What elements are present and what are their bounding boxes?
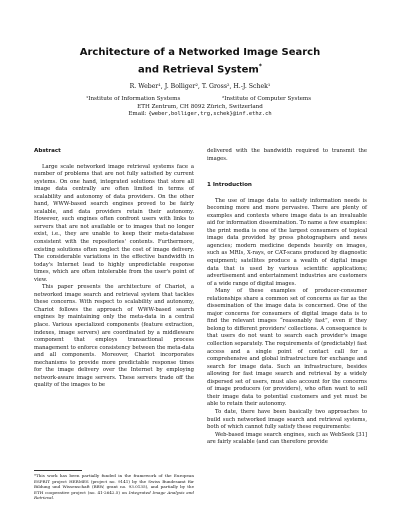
affiliation-address: ETH Zentrum, CH 8092 Zürich, Switzerland bbox=[137, 103, 263, 110]
footnote-project-name: Integrated Image Analysis and Retrieval bbox=[34, 489, 194, 500]
author-list: R. Weber¹, J. Bolliger², T. Gross², H.-J. Schek¹ bbox=[129, 83, 271, 90]
title-line-1: Architecture of a Networked Image Search bbox=[79, 47, 321, 58]
footnote-rule bbox=[34, 470, 82, 471]
abstract-heading: Abstract bbox=[34, 148, 61, 154]
intro-paragraph-1: The use of image data to satisfy information needs is becoming more and more pervasive. There are plenty of examples and contexts where image data is an invaluable aid for information dissemination. To name a few examples: the print media is one of the largest consumers of topical image data provided by press photographers and news agencies; modern medicine depends heavily on images, such as MRIs, X-rays, or CAT-scans produced by diagnostic equipment; satellites produce a wealth of digital image data that is used by various scientific applications; advertisement and entertainment industries are customers of a wide range of digital images. bbox=[207, 197, 367, 287]
right-column bbox=[207, 148, 367, 447]
footnote-end: . bbox=[52, 495, 55, 500]
intro-paragraph-2: Many of these examples of producer-consumer relationships share a common set of concerns as far as the dissemination of the image data is concerned. One of the major concerns for consumers of digital image data is to find the relevant images “reasonably fast”, even if they belong to different providers' collections. A consequence is that users do not want to search each provider's image collection separately. The requirements of (predictably) fast access and a single point of contact call for a comprehensive and global infrastructure for exchange and search for image data. Such an infrastructure, besides allowing for fast image search and retrieval by a widely dispersed set of users, must also account for the concerns of image producers (or providers), who often want to sell their image data to potential customers and yet must be able to retain their autonomy. bbox=[207, 288, 367, 408]
intro-paragraph-4: Web-based image search engines, such as WebSeek [31] are fairly scalable (and can therefore provide bbox=[207, 431, 367, 446]
email-address: {weber,bolliger,trg,schek}@inf.ethz.ch bbox=[148, 111, 272, 118]
footnote bbox=[34, 473, 194, 501]
left-column bbox=[34, 148, 194, 390]
intro-paragraph-3: To date, there have been basically two approaches to build such networked image search and retrieval systems, both of which cannot fully satisfy these requirements: bbox=[207, 408, 367, 431]
email-label: Email: bbox=[128, 111, 147, 118]
affiliation-2: ²Institute of Computer Systems bbox=[222, 96, 312, 102]
abstract-continuation: delivered with the bandwidth required to transmit the images. bbox=[207, 148, 367, 162]
abstract-paragraph-2: This paper presents the architecture of Chariot, a networked image search and retrieval system that tackles these concerns. With respect to scalability and autonomy, Chariot follows the approach of WWW-based search engines by maintaining only the meta-data in a central place. Various specialized components (feature extraction, indexes, image servers) are coordinated by a middleware component that employs transactional process management to enforce consistency between the meta-data and all components. Moreover, Chariot incorporates mechanisms to provide more predictable response times for the image delivery over the Internet by employing network-aware image servers. These servers trade off the quality of the images to be bbox=[34, 284, 194, 389]
footnote-text: *This work has been partially funded in the framework of the European ESPRIT project HERMES (project no. 9141) by the Swiss Bundesamt für Bildung und Wissenschaft (BBW, grant no. 93.0135), and partially by the ETH cooperative project (no. 41-2642.5) on bbox=[34, 473, 194, 495]
abstract-paragraph-1: Large scale networked image retrieval systems face a number of problems that are not fully satisfied by current systems. On one hand, integrated solutions that store all image data centrally are often limited in terms of scalability and autonomy of data providers. On the other hand, WWW-based search engines proved to be fairly scalable, and data providers retain their autonomy. However, such engines often confront users with links to servers that are not available or to images that no longer exist, i.e., they are unable to keep their meta-database consistent with the repositories' contents. Furthermore, existing solutions often neglect the cost of image delivery. The considerable variations in the effective bandwidth in today's Internet lead to highly unpredictable response times, which are often intolerable from the user's point of view. bbox=[34, 163, 194, 283]
section-heading-introduction: 1 Introduction bbox=[207, 182, 252, 189]
email-line bbox=[0, 111, 400, 119]
title-line-2: and Retrieval System* bbox=[138, 62, 262, 75]
paper-title bbox=[0, 46, 400, 76]
affiliation-1: ¹Institute of Information Systems bbox=[86, 96, 181, 102]
